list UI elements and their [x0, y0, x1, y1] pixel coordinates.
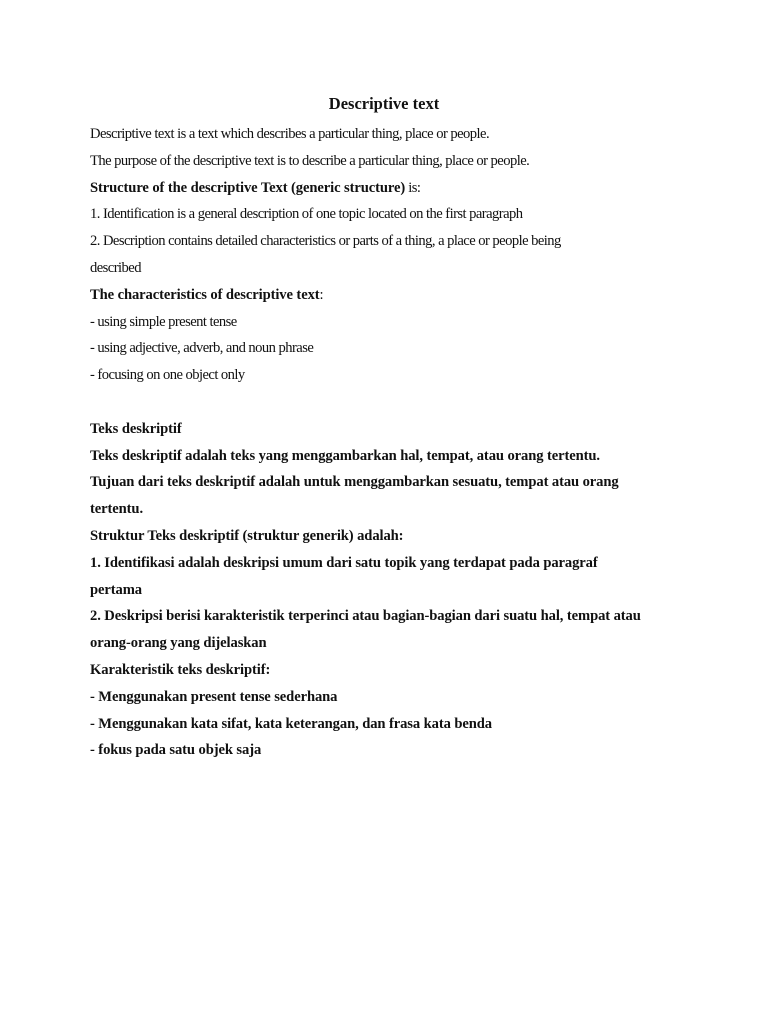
indonesian-definition: Teks deskriptif adalah teks yang menggambarkan hal, tempat, atau orang tertentu.	[90, 447, 600, 464]
english-structure-item-1: 1. Identification is a general description of one topic located on the first paragraph	[90, 206, 523, 223]
section-spacer	[90, 389, 690, 416]
english-structure-heading: Structure of the descriptive Text (generic structure)	[90, 179, 406, 196]
english-characteristics-line	[90, 282, 690, 309]
english-structure-item-2: 2. Description contains detailed characteristics or parts of a thing, a place or people being	[90, 233, 561, 250]
english-characteristics-suffix: :	[319, 286, 324, 303]
document-body	[90, 121, 690, 764]
english-structure-suffix: is:	[405, 179, 421, 196]
english-structure-line	[90, 175, 690, 202]
english-structure-item-2-continued: described	[90, 259, 141, 276]
indonesian-characteristics-heading: Karakteristik teks deskriptif:	[90, 661, 271, 678]
english-characteristic-1: - using simple present tense	[90, 313, 237, 330]
indonesian-structure-item-2-continued: orang-orang yang dijelaskan	[90, 635, 267, 652]
indonesian-heading: Teks deskriptif	[90, 420, 182, 437]
english-characteristics-heading: The characteristics of descriptive text	[90, 286, 320, 303]
english-characteristic-2: - using adjective, adverb, and noun phrase	[90, 340, 314, 357]
english-purpose: The purpose of the descriptive text is to describe a particular thing, place or people.	[90, 152, 530, 169]
document-title: Descriptive text	[328, 94, 440, 113]
indonesian-purpose-continued: tertentu.	[90, 501, 143, 518]
indonesian-characteristic-1: - Menggunakan present tense sederhana	[90, 688, 338, 705]
indonesian-structure-item-1-continued: pertama	[90, 581, 142, 598]
indonesian-structure-item-2: 2. Deskripsi berisi karakteristik terperinci atau bagian-bagian dari suatu hal, tempat atau	[90, 608, 641, 625]
english-definition: Descriptive text is a text which describes a particular thing, place or people.	[90, 126, 490, 142]
english-characteristic-3: - focusing on one object only	[90, 367, 245, 384]
indonesian-structure-heading: Struktur Teks deskriptif (struktur generik) adalah:	[90, 527, 404, 544]
indonesian-characteristic-3: - fokus pada satu objek saja	[90, 742, 262, 759]
indonesian-purpose: Tujuan dari teks deskriptif adalah untuk menggambarkan sesuatu, tempat atau orang	[90, 474, 619, 491]
indonesian-characteristic-2: - Menggunakan kata sifat, kata keterangan, dan frasa kata benda	[90, 715, 492, 732]
indonesian-structure-item-1: 1. Identifikasi adalah deskripsi umum dari satu topik yang terdapat pada paragraf	[90, 554, 598, 571]
